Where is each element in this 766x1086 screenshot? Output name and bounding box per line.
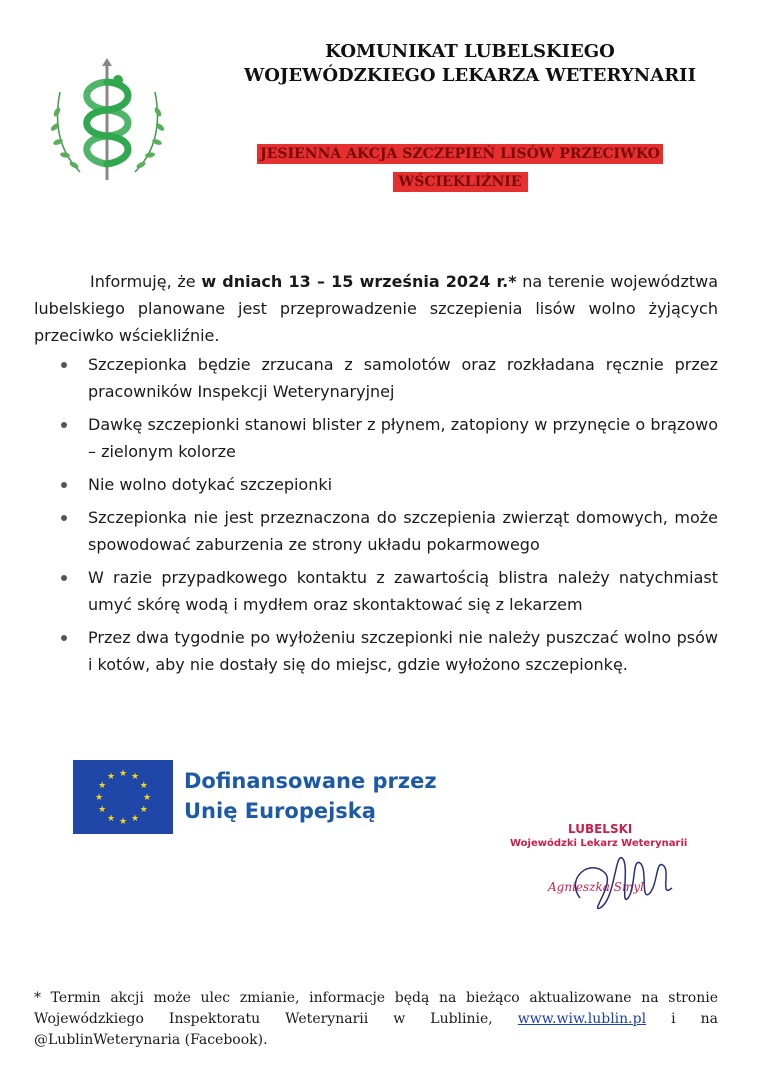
eu-star-icon: ★	[118, 769, 128, 779]
announcement-banner	[200, 140, 720, 196]
list-item-text: Nie wolno dotykać szczepionki	[88, 475, 333, 494]
intro-text-end: na terenie województwa lubelskiego planowane jest przeprowadzenie szczepienia lisów wolno żyjących przeciwko wściekliźnie.	[34, 272, 719, 345]
list-item	[34, 624, 718, 678]
eu-star-icon: ★	[118, 817, 128, 827]
eu-star-icon: ★	[106, 772, 116, 783]
list-item-text: Przez dwa tygodnie po wyłożeniu szczepionki nie należy puszczać wolno psów i kotów, aby nie dostały się do miejsc, gdzie wyłożono szczepionkę.	[88, 628, 718, 674]
list-item-text: Szczepionka nie jest przeznaczona do szczepienia zwierząt domowych, może spowodować zaburzenia ze strony układu pokarmowego	[88, 508, 718, 554]
stamp-line-2: Wojewódzki Lekarz Weterynarii	[510, 838, 688, 849]
wiw-website-link[interactable]: www.wiw.lublin.pl	[517, 1011, 647, 1027]
instructions-list	[34, 351, 718, 678]
intro-text-start: Informuję, że	[90, 272, 202, 291]
list-item-text: W razie przypadkowego kontaktu z zawartością blistra należy natychmiast umyć skórę wodą i mydłem oraz skontaktować się z lekarzem	[88, 568, 718, 614]
signature-icon	[560, 838, 690, 918]
bullet-icon	[61, 422, 67, 428]
list-item-text: Dawkę szczepionki stanowi blister z płynem, zatopiony w przynęcie o brązowo – zielonym kolorze	[88, 415, 718, 461]
eu-funding-line-1: Dofinansowane przez	[184, 769, 437, 793]
eu-funding-line-2: Unię Europejską	[184, 799, 376, 823]
list-item	[34, 411, 718, 465]
eu-star-icon: ★	[94, 793, 104, 803]
intro-paragraph	[34, 268, 718, 349]
footnote	[34, 988, 718, 1051]
stamp-line-1: LUBELSKI	[568, 822, 633, 836]
eu-star-icon: ★	[98, 781, 107, 791]
list-item	[34, 351, 718, 405]
list-item	[34, 564, 718, 618]
footnote-text-end: i na @LublinWeterynaria (Facebook).	[34, 1011, 718, 1048]
header-line-1: KOMUNIKAT LUBELSKIEGO	[325, 41, 615, 62]
document-header	[200, 40, 740, 88]
banner-line-2: WŚCIEKLIŹNIE	[393, 172, 528, 192]
veterinary-logo-icon	[40, 52, 175, 187]
intro-date-range: w dniach 13 – 15 września 2024 r.*	[201, 272, 517, 291]
announcement-body	[34, 268, 718, 684]
eu-star-icon: ★	[98, 805, 107, 815]
stamp-line-3: Agnieszka Smyl	[548, 880, 644, 894]
list-item-text: Szczepionka będzie zrzucana z samolotów oraz rozkładana ręcznie przez pracowników Inspekcji Weterynaryjnej	[88, 355, 718, 401]
eu-star-icon: ★	[142, 793, 152, 803]
eu-star-icon: ★	[139, 805, 148, 815]
eu-star-icon: ★	[130, 813, 140, 824]
bullet-icon	[61, 362, 67, 368]
bullet-icon	[61, 515, 67, 521]
eu-funding-label	[184, 766, 437, 826]
header-line-2: WOJEWÓDZKIEGO LEKARZA WETERYNARII	[244, 65, 696, 86]
list-item	[34, 504, 718, 558]
eu-star-icon: ★	[139, 781, 148, 791]
eu-star-icon: ★	[130, 772, 140, 783]
footnote-text: * Termin akcji może ulec zmianie, informacje będą na bieżąco aktualizowane na stronie Wojewódzkiego Inspektoratu Weterynarii w Lublinie,	[34, 990, 718, 1027]
eu-star-icon: ★	[106, 813, 116, 824]
eu-flag-icon	[73, 760, 173, 834]
banner-line-1: JESIENNA AKCJA SZCZEPIEŃ LISÓW PRZECIWKO	[257, 144, 663, 164]
bullet-icon	[61, 635, 67, 641]
list-item	[34, 471, 718, 498]
bullet-icon	[61, 482, 67, 488]
bullet-icon	[61, 575, 67, 581]
